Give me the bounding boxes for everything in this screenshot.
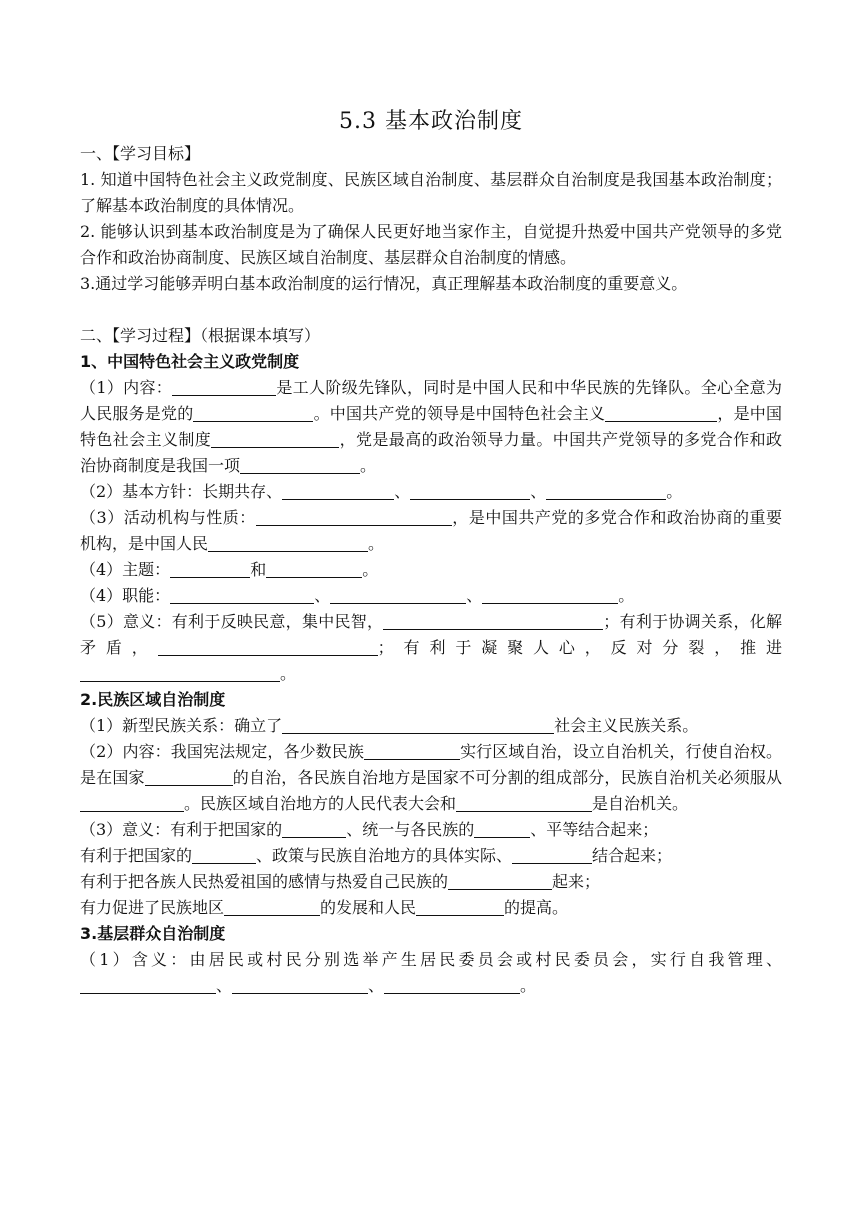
part1-content: （1）内容： 是工人阶级先锋队，同时是中国人民和中华民族的先锋队。全心全意为人民服务是党的 。中国共产党的领导是中国特色社会主义 ，是中国特色社会主义制度 ，党是最高的政治领导力量。中国共产党领导的多党合作和政治协商制度是我国一项 。 [80,378,782,475]
blank[interactable] [512,845,592,864]
part1-significance: （5）意义：有利于反映民意，集中民智， ；有利于协调关系，化解矛盾， ；有利于凝聚人心，反对分裂，推进。 [80,612,782,683]
blank[interactable] [482,585,618,604]
part2-content: （2）内容：我国宪法规定，各少数民族 实行区域自治，设立自治机关，行使自治权。是在国家 的自治，各民族自治地方是国家不可分割的组成部分，民族自治机关必须服从。民族区域自治地方的人民代表大会和 是自治机关。 [80,742,782,813]
blank[interactable] [448,871,552,890]
goal-1: 1. 知道中国特色社会主义政党制度、民族区域自治制度、基层群众自治制度是我国基本政治制度；了解基本政治制度的具体情况。 [80,170,782,215]
blank[interactable] [211,429,339,448]
blank[interactable] [193,403,313,422]
part2-significance-4: 有力促进了民族地区 的发展和人民 的提高。 [80,898,569,917]
blank[interactable] [158,637,378,656]
part1-heading: 1、中国特色社会主义政党制度 [80,352,300,371]
blank[interactable] [172,377,276,396]
blank[interactable] [224,897,320,916]
blank[interactable] [605,403,717,422]
blank[interactable] [383,611,603,630]
blank[interactable] [145,767,233,786]
part2-significance-2: 有利于把国家的 、政策与民族自治地方的具体实际、 结合起来； [80,846,673,865]
blank[interactable] [170,585,314,604]
blank[interactable] [364,741,460,760]
blank[interactable] [208,533,368,552]
blank[interactable] [192,845,256,864]
blank[interactable] [80,663,280,682]
blank[interactable] [282,715,554,734]
blank[interactable] [474,819,530,838]
part3-content: （1）含义：由居民或村民分别选举产生居民委员会或村民委员会，实行自我管理、、 、 。 [80,950,782,995]
blank[interactable] [170,559,250,578]
part1-theme: （4）主题： 和 。 [80,560,379,579]
section-process-heading: 二、【学习过程】（根据课本填写） [80,326,321,345]
blank[interactable] [282,819,346,838]
blank[interactable] [256,507,452,526]
goal-3: 3.通过学习能够弄明白基本政治制度的运行情况，真正理解基本政治制度的重要意义。 [80,274,688,293]
part1-organ: （3）活动机构与性质： ，是中国共产党的多党合作和政治协商的重要机构，是中国人民 。 [80,508,782,553]
part2-relation: （1）新型民族关系：确立了 社会主义民族关系。 [80,716,699,735]
part1-function: （4）职能： 、 、 。 [80,586,635,605]
blank[interactable] [232,975,368,994]
blank[interactable] [410,481,530,500]
part2-heading: 2.民族区域自治制度 [80,690,226,709]
blank[interactable] [266,559,362,578]
page-title: 5.3 基本政治制度 [339,109,523,134]
section-goals-heading: 一、【学习目标】 [80,144,201,163]
blank[interactable] [384,975,520,994]
worksheet-page [80,104,782,999]
blank[interactable] [546,481,666,500]
blank[interactable] [456,793,592,812]
blank[interactable] [240,455,360,474]
blank[interactable] [80,793,184,812]
blank[interactable] [80,975,216,994]
part2-significance-3: 有利于把各族人民热爱祖国的感情与热爱自己民族的 起来； [80,872,601,891]
blank[interactable] [330,585,466,604]
part3-heading: 3.基层群众自治制度 [80,924,226,943]
blank[interactable] [282,481,394,500]
goal-2: 2. 能够认识到基本政治制度是为了确保人民更好地当家作主，自觉提升热爱中国共产党领导的多党合作和政治协商制度、民族区域自治制度、基层群众自治制度的情感。 [80,222,782,267]
blank[interactable] [416,897,504,916]
part2-significance-1: （3）意义：有利于把国家的 、统一与各民族的 、平等结合起来； [80,820,659,839]
part1-policy: （2）基本方针：长期共存、 、 、 。 [80,482,683,501]
